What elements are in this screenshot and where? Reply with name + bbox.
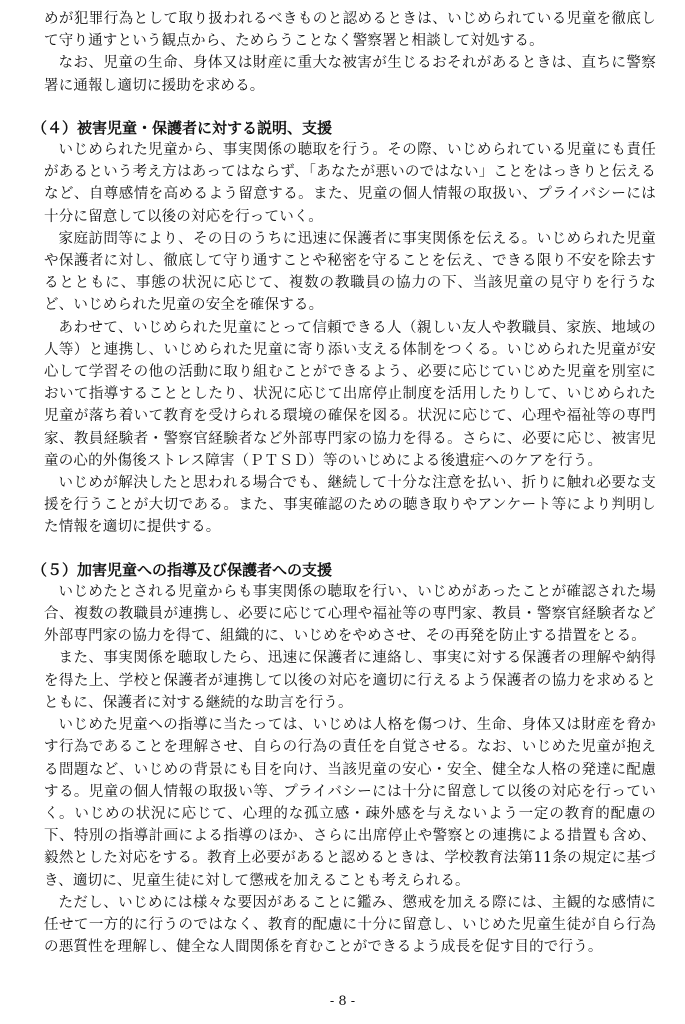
section-4-paragraph: いじめられた児童から、事実関係の聴取を行う。その際、いじめられている児童にも責任があるという考え方はあってはならず、「あなたが悪いのではない」ことをはっきりと伝えるなど、自尊感情を高めるよう留意する。また、児童の個人情報の取扱い、プライバシーには十分に留意して以後の対応を行っていく。 (44, 142, 656, 225)
intro-paragraph-2: なお、児童の生命、身体又は財産に重大な被害が生じるおそれがあるときは、直ちに警察署に通報し適切に援助を求める。 (44, 55, 656, 94)
page-number: - 8 - (329, 994, 356, 1009)
section-5-paragraph: いじめた児童への指導に当たっては、いじめは人格を傷つけ、生命、身体又は財産を脅かす行為であることを理解させ、自らの行為の責任を自覚させる。なお、いじめた児童が抱える問題など、いじめの背景にも目を向け、当該児童の安心・安全、健全な人格の発達に配慮する。児童の個人情報の取扱い等、プライバシーには十分に留意して以後の対応を行っていく。いじめの状況に応じて、心理的な孤立感・疎外感を与えないよう一定の教育的配慮の下、特別の指導計画による指導のほか、さらに出席停止や警察との連携による措置も含め、毅然とした対応をする。教育上必要があると認めるときは、学校教育法第11条の規定に基づき、適切に、児童生徒に対して懲戒を加えることも考えられる。 (44, 717, 656, 889)
section-4-heading: （４）被害児童・保護者に対する説明、支援 (32, 118, 333, 137)
section-5-heading: （５）加害児童への指導及び保護者への支援 (32, 560, 333, 579)
document-page (32, 8, 656, 958)
section-5 (32, 559, 656, 959)
section-5-paragraph: ただし、いじめには様々な要因があることに鑑み、懲戒を加える際には、主観的な感情に任せて一方的に行うのではなく、教育的配慮に十分に留意し、いじめた児童生徒が自ら行為の悪質性を理解し、健全な人間関係を育むことができるよう成長を促す目的で行う。 (44, 894, 656, 956)
intro-paragraph-1: めが犯罪行為として取り扱われるべきものと認めるときは、いじめられている児童を徹底して守り通すという観点から、ためらうことなく警察署と相談して対処する。 (44, 11, 656, 50)
section-4-paragraph: 家庭訪問等により、その日のうちに迅速に保護者に事実関係を伝える。いじめられた児童や保護者に対し、徹底して守り通すことや秘密を守ることを伝え、できる限り不安を除去するとともに、事態の状況に応じて、複数の教職員の協力の下、当該児童の見守りを行うなど、いじめられた児童の安全を確保する。 (44, 230, 656, 314)
section-4-paragraph: いじめが解決したと思われる場合でも、継続して十分な注意を払い、折りに触れ必要な支援を行うことが大切である。また、事実確認のための聴き取りやアンケート等により判明した情報を適切に提供する。 (44, 475, 656, 536)
section-5-paragraph: いじめたとされる児童からも事実関係の聴取を行い、いじめがあったことが確認された場合、複数の教職員が連携し、必要に応じて心理や福祉等の専門家、教員・警察官経験者など外部専門家の協力を得て、組織的に、いじめをやめさせ、その再発を防止する措置をとる。 (44, 583, 656, 645)
section-4-paragraph: あわせて、いじめられた児童にとって信頼できる人（親しい友人や教職員、家族、地域の人等）と連携し、いじめられた児童に寄り添い支える体制をつくる。いじめられた児童が安心して学習その他の活動に取り組むことができるよう、必要に応じていじめた児童を別室において指導することとしたり、状況に応じて出席停止制度を活用したりして、いじめられた児童が落ち着いて教育を受けられる環境の確保を図る。状況に応じて、心理や福祉等の専門家、教員経験者・警察官経験者など外部専門家の協力を得る。さらに、必要に応じ、被害児童の心的外傷後ストレス障害（ＰＴＳＤ）等のいじめによる後遺症へのケアを行う。 (44, 319, 656, 469)
section-4 (32, 117, 656, 539)
section-5-paragraph: また、事実関係を聴取したら、迅速に保護者に連絡し、事実に対する保護者の理解や納得を得た上、学校と保護者が連携して以後の対応を適切に行えるよう保護者の協力を求めるとともに、保護者に対する継続的な助言を行う。 (44, 650, 656, 711)
